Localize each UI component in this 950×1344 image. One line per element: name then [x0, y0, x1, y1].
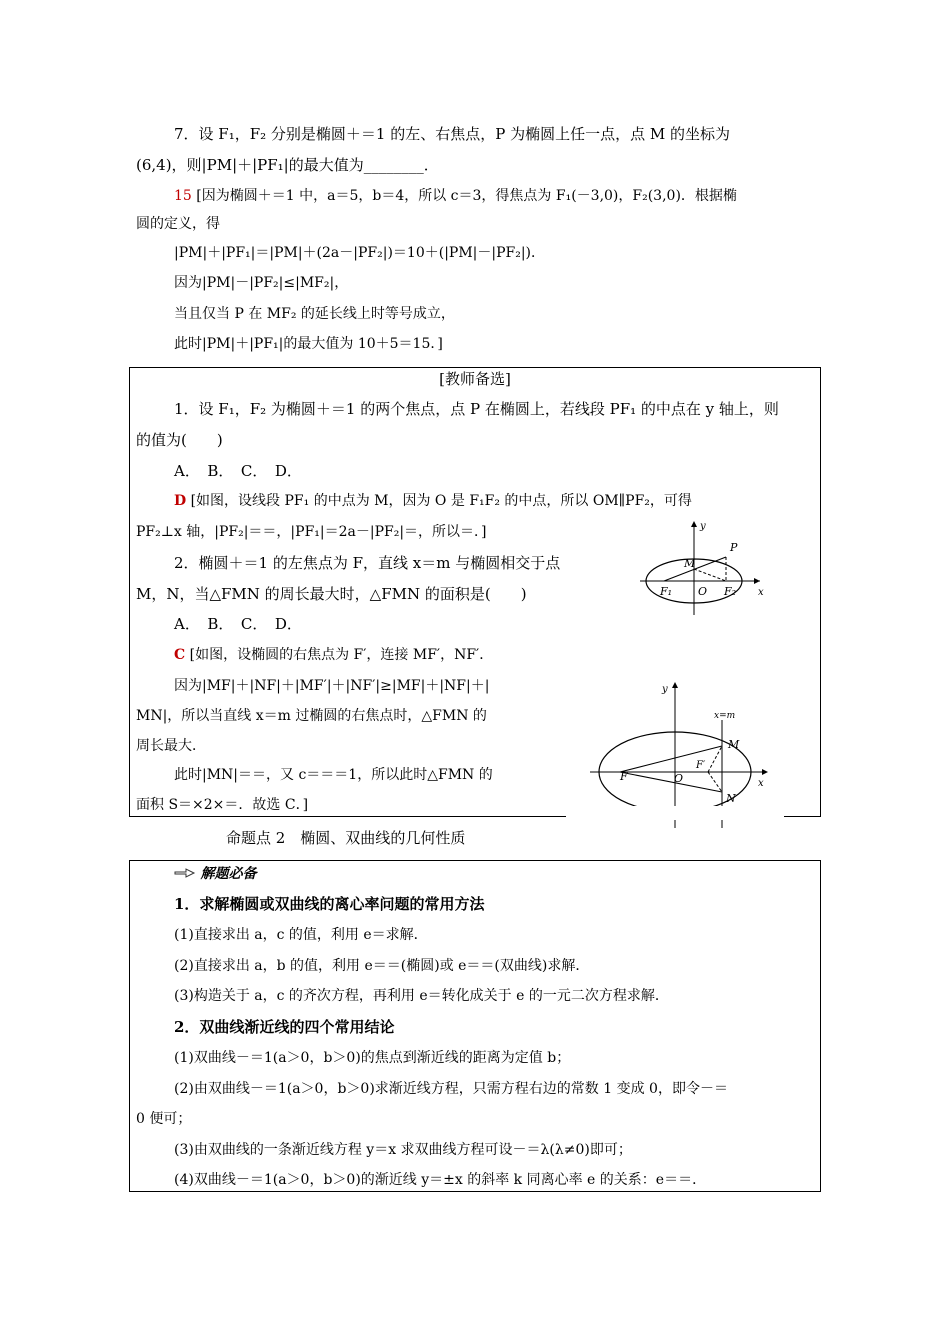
key-c2a: (2)由双曲线－＝1(a＞0，b＞0)求渐近线方程，只需方程右边的常数 1 变成 0，即令－＝ — [174, 1081, 728, 1097]
ellipse-figure-1 — [630, 515, 770, 615]
q7-sol6: 此时|PM|＋|PF₁|的最大值为 10＋5＝15．] — [174, 336, 443, 352]
q7-line2: (6,4)，则|PM|＋|PF₁|的最大值为________． — [136, 156, 439, 174]
fig2-label-y: y — [662, 684, 668, 695]
key-c1: (1)双曲线－＝1(a＞0，b＞0)的焦点到渐近线的距离为定值 b； — [174, 1050, 571, 1066]
q7-sol2: 圆的定义，得 — [136, 216, 220, 232]
fig2-label-m: M — [728, 738, 740, 751]
fig1-label-x: x — [758, 587, 764, 598]
tb-q1-options: A． B． C． D． — [174, 462, 302, 480]
fig1-label-p: P — [730, 541, 738, 554]
box-border-gap — [566, 806, 784, 820]
q7-sol4: 因为|PM|－|PF₂|≤|MF₂|， — [174, 275, 349, 291]
key-h1: 1．求解椭圆或双曲线的离心率问题的常用方法 — [174, 895, 485, 913]
q7-answer: 15 — [174, 188, 192, 204]
tb-q1-line1: 1．设 F₁，F₂ 为椭圆＋＝1 的两个焦点，点 P 在椭圆上，若线段 PF₁ 的中点在 y 轴上，则 — [174, 400, 779, 418]
fig2-label-o: O — [674, 772, 684, 785]
pointing-hand-icon — [174, 866, 196, 880]
q7-line1: 7．设 F₁，F₂ 分别是椭圆＋＝1 的左、右焦点，P 为椭圆上任一点，点 M 的坐标为 — [174, 125, 730, 143]
tb-q2-sol4: 周长最大． — [136, 738, 206, 754]
q7-sol3: |PM|＋|PF₁|＝|PM|＋(2a－|PF₂|)＝10＋(|PM|－|PF₂|)． — [174, 245, 546, 261]
tb-q1-answer: D — [174, 493, 187, 509]
fig1-label-f2: F₂ — [724, 585, 737, 598]
tb-q2-sol6: 面积 S＝×2×＝．故选 C．] — [136, 797, 309, 813]
tb-q2-sol5: 此时|MN|＝＝，又 c＝＝＝1，所以此时△FMN 的 — [174, 767, 493, 783]
tb-q2-sol3: MN|，所以当直线 x＝m 过椭圆的右焦点时，△FMN 的 — [136, 708, 487, 724]
fig1-label-o: O — [698, 585, 708, 598]
fig2-label-x: x — [758, 778, 764, 789]
key-badge — [174, 864, 256, 884]
fig1-label-y: y — [700, 521, 706, 532]
tb-q2-line2: M，N，当△FMN 的周长最大时，△FMN 的面积是( ) — [136, 585, 527, 603]
key-c4: (4)双曲线－＝1(a＞0，b＞0)的渐近线 y＝±x 的斜率 k 同离心率 e 的关系：e＝＝． — [174, 1172, 707, 1188]
tb-q2-sol2: 因为|MF|＋|NF|＋|MF′|＋|NF′|≥|MF|＋|NF|＋| — [174, 678, 490, 694]
fig2-label-xm: x=m — [714, 711, 736, 721]
fig2-label-fprime: F′ — [696, 760, 706, 771]
fig1-label-m: M — [684, 557, 696, 570]
fig2-label-f: F — [620, 770, 628, 783]
tb-q2-answer: C — [174, 647, 186, 663]
key-m2: (2)直接求出 a，b 的值，利用 e＝＝(椭圆)或 e＝＝(双曲线)求解． — [174, 958, 590, 974]
tb-q2-sol1: [如图，设椭圆的右焦点为 F′，连接 MF′，NF′． — [189, 647, 494, 663]
key-badge-label: 解题必备 — [200, 866, 257, 882]
q7-sol1: [因为椭圆＋＝1 中，a＝5，b＝4，所以 c＝3，得焦点为 F₁(－3,0)，F₂(3,0)．根据椭 — [196, 188, 737, 204]
tb-q1-sol-line1 — [174, 491, 692, 511]
q7-solution-line1 — [174, 186, 737, 206]
section-heading: 命题点 2 椭圆、双曲线的几何性质 — [226, 829, 466, 847]
key-h2: 2．双曲线渐近线的四个常用结论 — [174, 1018, 395, 1036]
key-c3: (3)由双曲线的一条渐近线方程 y＝x 求双曲线方程可设－＝λ(λ≠0)即可； — [174, 1142, 632, 1158]
fig2-label-n: N — [726, 792, 736, 805]
q7-sol5: 当且仅当 P 在 MF₂ 的延长线上时等号成立， — [174, 306, 455, 322]
key-m1: (1)直接求出 a，c 的值，利用 e＝求解． — [174, 927, 428, 943]
tb-q2-sol-line1 — [174, 645, 493, 665]
key-m3: (3)构造关于 a，c 的齐次方程，再利用 e＝转化成关于 e 的一元二次方程求解． — [174, 988, 669, 1004]
teacher-box-title: [教师备选] — [439, 370, 511, 388]
fig1-label-f1: F₁ — [660, 585, 673, 598]
tb-q2-options: A． B． C． D． — [174, 615, 302, 633]
key-c2b: 0 便可； — [136, 1111, 192, 1127]
tb-q1-line2: 的值为( ) — [136, 431, 223, 449]
tb-q1-sol2: PF₂⊥x 轴，|PF₂|＝＝，|PF₁|＝2a－|PF₂|＝，所以＝．] — [136, 524, 487, 540]
tb-q1-sol1: [如图，设线段 PF₁ 的中点为 M，因为 O 是 F₁F₂ 的中点，所以 OM∥PF₂，可得 — [190, 493, 692, 509]
tb-q2-line1: 2．椭圆＋＝1 的左焦点为 F，直线 x＝m 与椭圆相交于点 — [174, 554, 561, 572]
